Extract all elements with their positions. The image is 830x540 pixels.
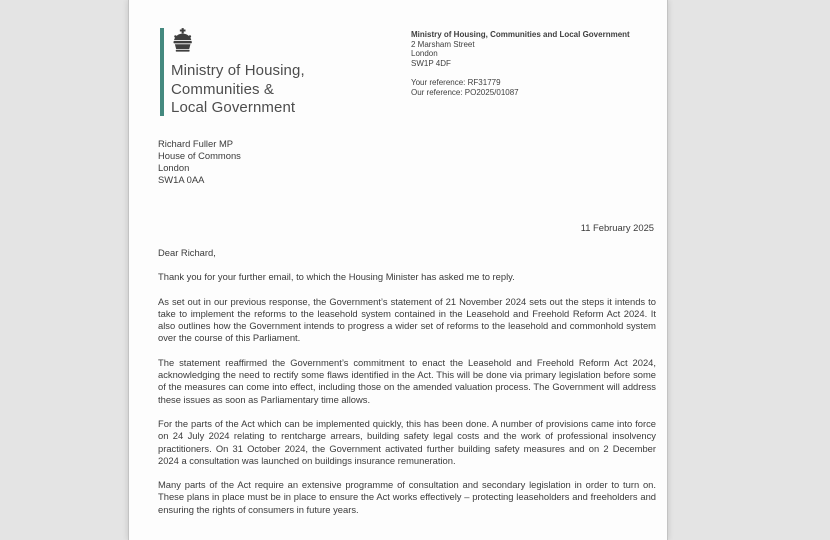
letter-paragraph: For the parts of the Act which can be implemented quickly, this has been done. A number of provisions came into force on 24 July 2024 relating to rentcharge arrears, building safety legal costs and the work of professional insolvency practitioners. On 31 October 2024, the Government activated further building safety measures and on 2 December 2024 a consultation was launched on buildings insurance remuneration. xyxy=(158,417,656,466)
our-reference: Our reference: PO2025/01087 xyxy=(411,87,519,97)
sender-address-line: London xyxy=(411,49,438,59)
letter-paragraph: Thank you for your further email, to which the Housing Minister has asked me to reply. xyxy=(158,271,515,283)
recipient-line: London xyxy=(158,162,190,173)
letter-paragraph: Many parts of the Act require an extensive programme of consultation and secondary legislation in order to turn on. These plans in place must be in place to ensure the Act works effectively – protecting leaseholders and freeholders and ensuring the rights of consumers in future years. xyxy=(158,479,656,515)
logo-text-line: Communities & xyxy=(171,80,274,98)
recipient-line: Richard Fuller MP xyxy=(158,138,234,149)
letter-date: 11 February 2025 xyxy=(580,222,654,233)
recipient-line: SW1A 0AA xyxy=(158,174,205,185)
recipient-line: House of Commons xyxy=(158,150,241,161)
letter-paragraph: As set out in our previous response, the Government’s statement of 21 November 2024 sets out the steps it intends to take to implement the reforms to the leasehold system contained in the Leasehold and Freehold Reform Act 2024. It also outlines how the Government intends to progress a wider set of reforms to the leasehold and commonhold system over the course of this Parliament. xyxy=(158,295,656,344)
logo-text-line: Ministry of Housing, xyxy=(171,62,305,79)
sender-address-line: 2 Marsham Street xyxy=(411,39,475,49)
logo-text-line: Local Government xyxy=(171,99,296,116)
recipient-block xyxy=(158,138,241,186)
letter-page xyxy=(128,0,668,540)
your-reference: Your reference: RF31779 xyxy=(411,78,501,88)
letter-body xyxy=(158,247,656,528)
logo-accent-bar xyxy=(160,28,164,116)
mhclg-logo xyxy=(160,28,305,118)
letter-paragraph: The statement reaffirmed the Government’s commitment to enact the Leasehold and Freehold Reform Act 2024, acknowledging the need to rectify some flaws identified in the Act. This will be done via primary legislation before some of the measures can come into effect, including those on the amended valuation process. The Government will address these issues as soon as Parliamentary time allows. xyxy=(158,356,656,405)
salutation: Dear Richard, xyxy=(158,247,216,258)
sender-block xyxy=(411,30,656,98)
crown-icon xyxy=(171,28,194,53)
sender-address-line: SW1P 4DF xyxy=(411,58,451,68)
sender-org-name: Ministry of Housing, Communities and Local Government xyxy=(411,30,630,39)
